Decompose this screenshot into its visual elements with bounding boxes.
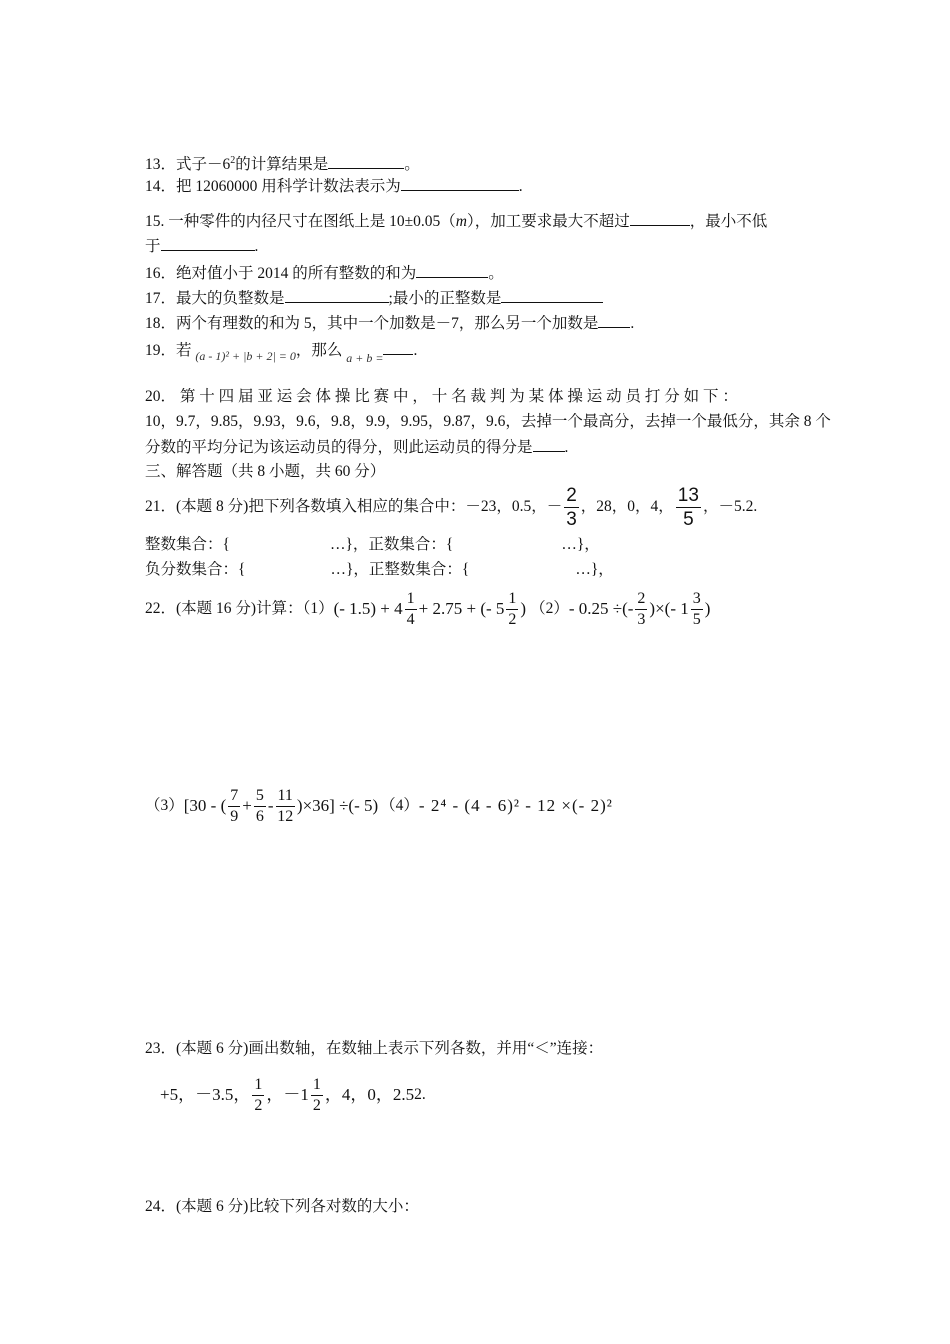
question-18 <box>145 312 815 335</box>
q16-text: 16．绝对值小于 2014 的所有整数的和为 <box>145 265 417 282</box>
q16-answer-blank[interactable] <box>416 262 488 278</box>
question-15 <box>145 210 815 233</box>
question-20-line3 <box>145 436 815 459</box>
question-22: 22．(本题 16 分)计算：（1） (- 1.5) + 4 $\frac{1}{4}$ + 2.75 + (- 5 $\frac{1}{2}$ ) （2） - 0.25 ÷(- $\frac{2}{3}$ )×(- 1 $\frac{3}{5}$ ) <box>145 589 711 628</box>
q15-min-blank[interactable] <box>161 235 255 251</box>
q16-text-c: 。 <box>488 265 504 282</box>
q21-fraction-1: $\frac{2}{3}$ <box>566 484 577 530</box>
positive-integer-set-label: …}，正整数集合：{ <box>330 561 470 578</box>
q15-text: 15. 一种零件的内径尺寸在图纸上是 10±0.05（ <box>145 213 456 230</box>
q22-expr1-frac1: $\frac{1}{4}$ <box>406 589 415 628</box>
q19-text-b: ，那么 <box>295 342 343 359</box>
q17-text-b: ;最小的正整数是 <box>388 290 502 307</box>
q19-condition: (a - 1)² + |b + 2| = 0 <box>195 349 296 363</box>
question-20-line1: 20． 第 十 四 届 亚 运 会 体 操 比 赛 中 ， 十 名 裁 判 为 某 体 操 运 动 员 打 分 如 下 ： <box>145 388 738 405</box>
negative-fraction-set-label: 负分数集合：{ <box>145 561 246 578</box>
q22-expr3-frac1: $\frac{7}{9}$ <box>230 786 239 825</box>
q20-text: 分数的平均分记为该运动员的得分，则此运动员的得分是 <box>145 439 533 456</box>
q15-text-c: ，最小不低 <box>689 213 768 230</box>
q23-fraction-1: $\frac{1}{2}$ <box>254 1075 263 1114</box>
q22-expr2-frac2: $\frac{3}{5}$ <box>692 589 701 628</box>
question-22-parts-3-4: （3） [30 - ( $\frac{7}{9}$ + $\frac{5}{6}$ - $\frac{11}{12}$ )×36] ÷(- 5) （4） - 2⁴ - (4 - 6)² - 12 ×(- 2)² <box>145 786 613 825</box>
q15-max-blank[interactable] <box>630 210 690 226</box>
question-24: 24．(本题 6 分)比较下列各对数的大小： <box>145 1198 419 1215</box>
q23-fraction-2: $\frac{1}{2}$ <box>312 1075 321 1114</box>
q17-neg-blank[interactable] <box>285 287 389 303</box>
q22-expr4: - 2⁴ - (4 - 6)² - 12 ×(- 2)² <box>418 796 613 815</box>
q21-text-c: ，－5.2. <box>702 498 758 515</box>
q22-expr1-a: (- 1.5) + 4 <box>333 599 403 618</box>
q22-expr1-b: + 2.75 + (- 5 <box>418 599 505 618</box>
q23-numbers-a: +5，－3.5， <box>160 1085 251 1104</box>
question-20-line2: 10，9.7，9.85，9.93，9.6，9.8，9.9，9.95，9.87，9.6，去掉一个最高分，去掉一个最低分，其余 8 个 <box>145 413 831 430</box>
q15-text-b: ），加工要求最大不超过 <box>466 213 630 230</box>
q15-unit: m <box>455 213 467 230</box>
q21-text: 21．(本题 8 分)把下列各数填入相应的集合中：－23，0.5，－ <box>145 498 563 515</box>
q14-answer-blank[interactable] <box>401 175 519 191</box>
q22-part4-label: （4） <box>380 797 419 814</box>
q17-text: 17．最大的负整数是 <box>145 290 285 307</box>
q21-sets-row-2: 负分数集合：{ …}，正整数集合：{ …}， <box>145 561 614 578</box>
q19-text: 19．若 <box>145 342 192 359</box>
q18-text: 18．两个有理数的和为 5，其中一个加数是－7，那么另一个加数是 <box>145 315 599 332</box>
q14-text: 14．把 12060000 用科学计数法表示为 <box>145 178 401 195</box>
q13-text: 13．式子－6 <box>145 156 231 174</box>
q22-expr1-frac2: $\frac{1}{2}$ <box>508 589 517 628</box>
q23-numbers-b: ，－1 <box>266 1085 309 1104</box>
question-15-cont <box>145 235 815 258</box>
q21-sets-row-1: 整数集合：{ …}，正数集合：{ …}， <box>145 536 600 553</box>
positive-set-label: …}，正数集合：{ <box>329 536 454 553</box>
q21-fraction-2: $\frac{13}{5}$ <box>677 484 699 530</box>
q13-text-c: 。 <box>404 156 420 174</box>
question-23: 23．(本题 6 分)画出数轴，在数轴上表示下列各数，并用“＜”连接： <box>145 1040 604 1057</box>
q14-text-c: . <box>518 178 523 195</box>
q22-expr2-a: - 0.25 ÷(- <box>568 599 634 618</box>
q17-pos-blank[interactable] <box>501 287 603 303</box>
q22-part3-label: （3） <box>145 797 184 814</box>
q21-text-b: ，28，0，4， <box>580 498 674 515</box>
q23-numbers-c: ，4，0，2.5 <box>324 1085 415 1104</box>
question-19 <box>145 339 815 365</box>
q22-expr2-b: )×(- 1 <box>649 599 689 618</box>
question-16 <box>145 262 815 285</box>
q18-text-c: . <box>630 315 635 332</box>
q19-text-c: . <box>413 342 418 359</box>
question-17 <box>145 287 815 310</box>
integer-set-label: 整数集合：{ <box>145 536 230 553</box>
q22-part2-label: （2） <box>530 600 569 617</box>
q22-expr3-d: )×36] ÷(- 5) <box>296 796 379 815</box>
q15-text-e: . <box>254 238 259 255</box>
q13-exponent: 2 <box>230 155 236 166</box>
q22-expr3-a: [30 - ( <box>183 796 227 815</box>
q15-text-d: 于 <box>145 238 161 255</box>
q22-expr2-frac1: $\frac{2}{3}$ <box>637 589 646 628</box>
question-14 <box>145 175 815 198</box>
q18-answer-blank[interactable] <box>598 312 630 328</box>
q13-text-b: 的计算结果是 <box>235 156 329 174</box>
q20-answer-blank[interactable] <box>533 436 565 452</box>
q19-expression: a + b = <box>346 351 384 365</box>
section-heading: 三、解答题（共 8 小题，共 60 分） <box>145 463 386 480</box>
q13-answer-blank[interactable] <box>328 153 404 169</box>
question-21 <box>145 484 815 530</box>
q20-text-b: . <box>564 439 569 456</box>
question-13 <box>145 150 815 176</box>
q23-numbers: +5，－3.5， $\frac{1}{2}$ ，－1 $\frac{1}{2}$ ，4，0，2.5 2. <box>160 1075 426 1114</box>
q22-expr3-frac2: $\frac{5}{6}$ <box>255 786 264 825</box>
q19-answer-blank[interactable] <box>383 339 413 355</box>
q22-expr3-frac3: $\frac{11}{12}$ <box>277 786 294 825</box>
q22-text: 22．(本题 16 分)计算：（1） <box>145 600 334 617</box>
